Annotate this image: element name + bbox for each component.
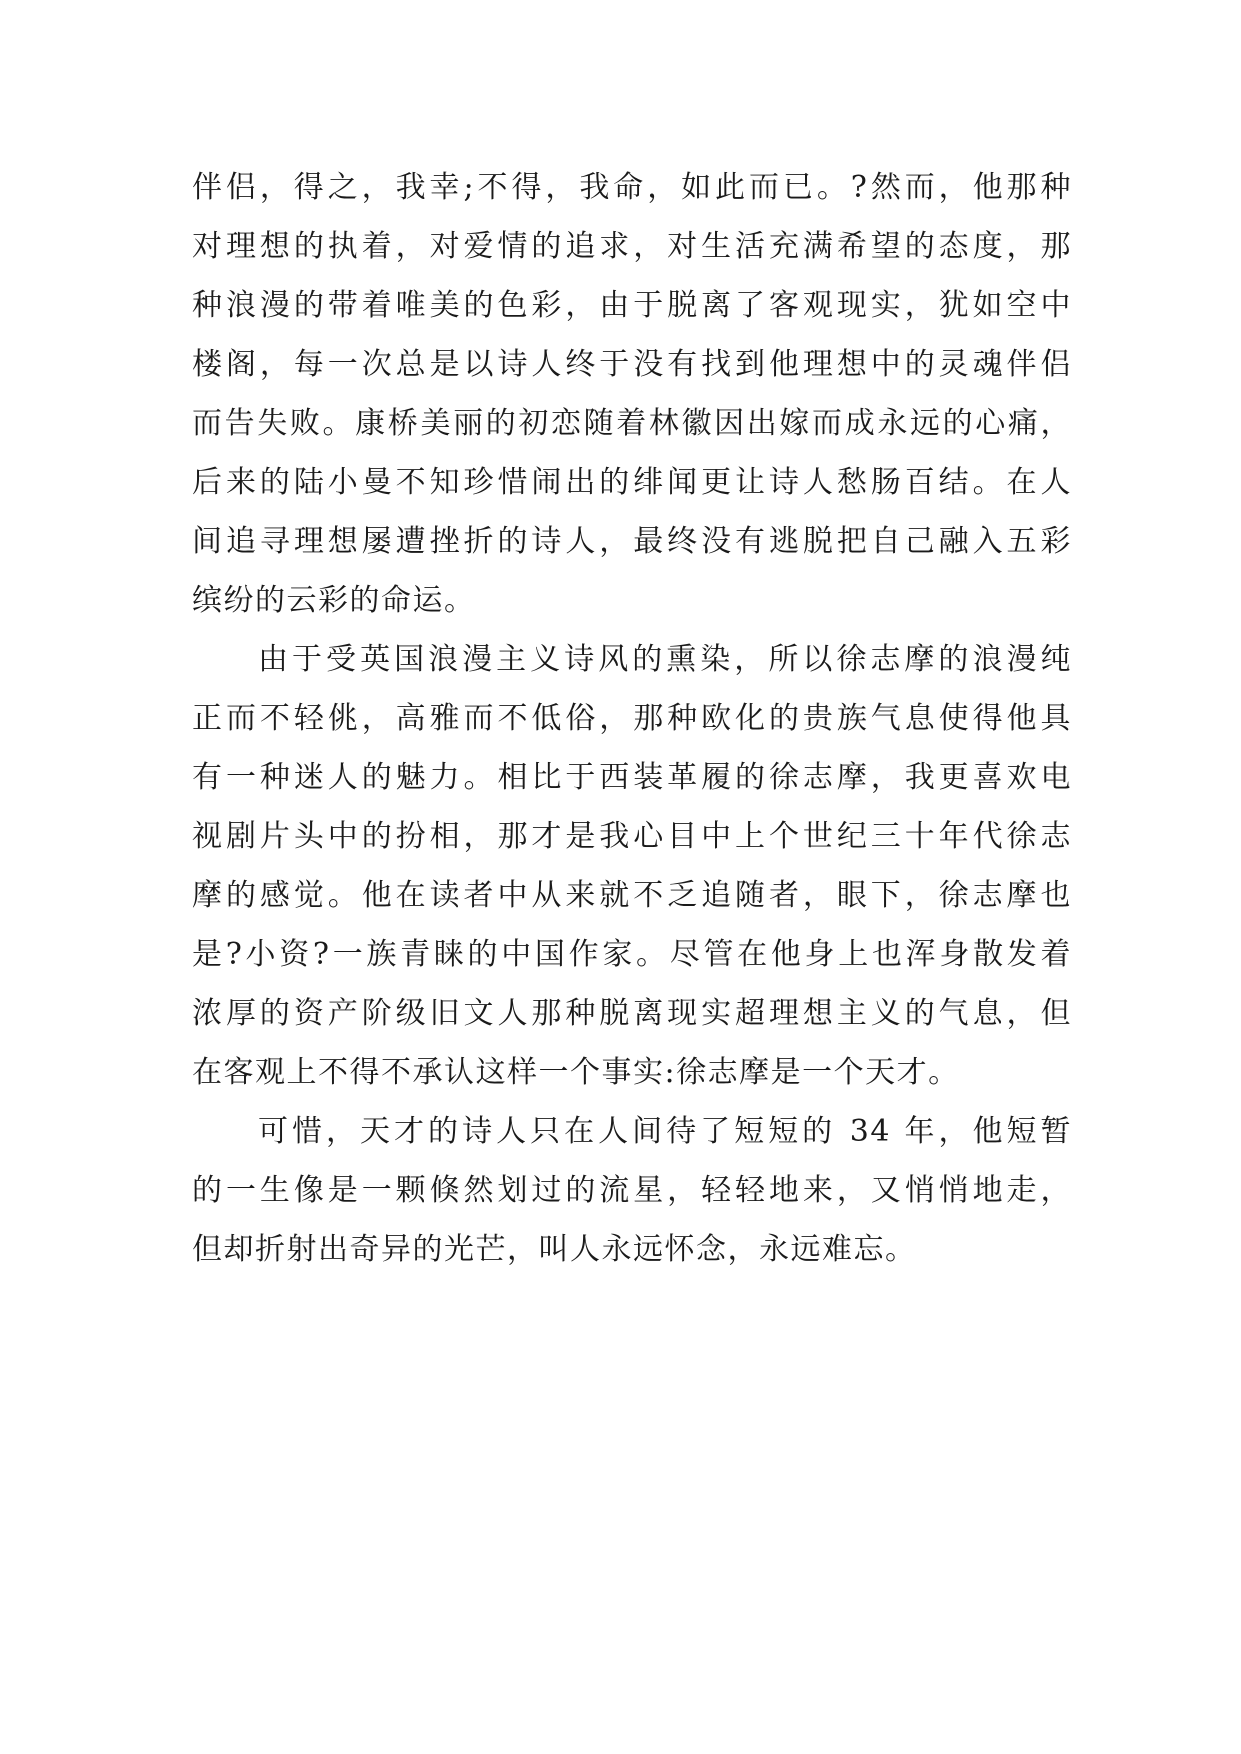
text-line: 而告失败。康桥美丽的初恋随着林徽因出嫁而成永远的心痛， <box>192 406 1072 441</box>
text-line: 楼阁，每一次总是以诗人终于没有找到他理想中的灵魂伴侣 <box>192 347 1072 382</box>
text-line: 是?小资?一族青睐的中国作家。尽管在他身上也浑身散发着 <box>192 937 1072 972</box>
text-line: 缤纷的云彩的命运。 <box>192 583 476 618</box>
paragraph-1 <box>192 158 1072 630</box>
text-line: 视剧片头中的扮相，那才是我心目中上个世纪三十年代徐志 <box>192 819 1072 854</box>
paragraph-3 <box>192 1102 1072 1279</box>
text-line: 有一种迷人的魅力。相比于西装革履的徐志摩，我更喜欢电 <box>192 760 1072 795</box>
text-line: 种浪漫的带着唯美的色彩，由于脱离了客观现实，犹如空中 <box>192 288 1072 323</box>
text-line: 可惜，天才的诗人只在人间待了短短的 34 年，他短暂 <box>258 1114 1072 1149</box>
paragraph-2 <box>192 630 1072 1102</box>
body-text <box>192 158 1072 1279</box>
text-line: 在客观上不得不承认这样一个事实:徐志摩是一个天才。 <box>192 1055 960 1090</box>
text-line: 间追寻理想屡遭挫折的诗人，最终没有逃脱把自己融入五彩 <box>192 524 1072 559</box>
text-line: 摩的感觉。他在读者中从来就不乏追随者，眼下，徐志摩也 <box>192 878 1072 913</box>
text-line: 由于受英国浪漫主义诗风的熏染，所以徐志摩的浪漫纯 <box>258 642 1072 677</box>
text-line: 后来的陆小曼不知珍惜闹出的绯闻更让诗人愁肠百结。在人 <box>192 465 1072 500</box>
text-line: 浓厚的资产阶级旧文人那种脱离现实超理想主义的气息，但 <box>192 996 1072 1031</box>
text-line: 的一生像是一颗倏然划过的流星，轻轻地来，又悄悄地走， <box>192 1173 1072 1208</box>
text-line: 对理想的执着，对爱情的追求，对生活充满希望的态度，那 <box>192 229 1072 264</box>
text-line: 伴侣，得之，我幸;不得，我命，如此而已。?然而，他那种 <box>192 170 1072 205</box>
text-line: 但却折射出奇异的光芒，叫人永远怀念，永远难忘。 <box>192 1232 917 1267</box>
text-line: 正而不轻佻，高雅而不低俗，那种欧化的贵族气息使得他具 <box>192 701 1072 736</box>
